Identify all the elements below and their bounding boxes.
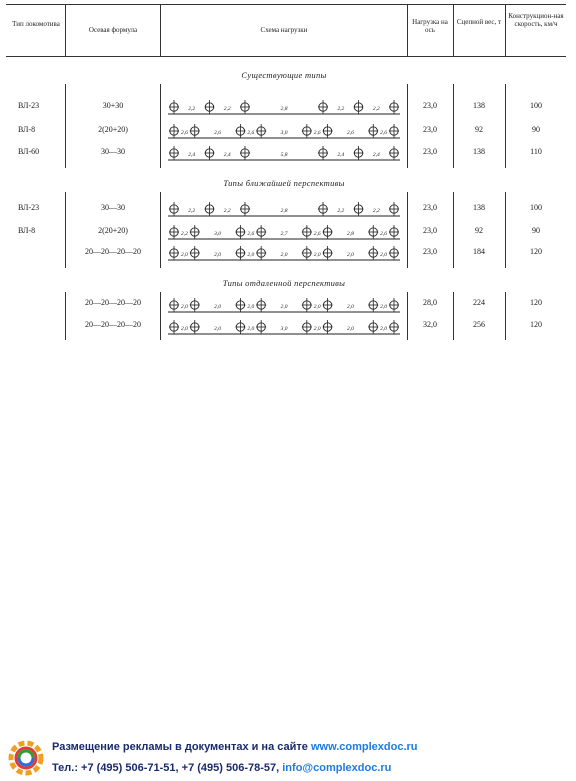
axle-formula: 20—20—20—20 (85, 247, 141, 256)
axle-spacing-label: 2,0 (214, 252, 222, 258)
header-formula: Осевая формула (88, 26, 138, 34)
axle-load: 23,0 (423, 247, 437, 256)
axle-spacing-label: 2,0 (346, 252, 354, 258)
axle-load: 23,0 (423, 147, 437, 156)
axle-spacing-label: 2,0 (180, 304, 188, 310)
loco-type: ВЛ-60 (18, 147, 40, 156)
axle-spacing-label: 2,0 (346, 326, 354, 332)
axle-spacing-label: 2,0 (180, 252, 188, 258)
axle-spacing-label: 2,6 (380, 130, 388, 136)
axle-spacing-label: 2,4 (223, 152, 231, 158)
axle-spacing-label: 2,0 (247, 252, 255, 258)
adhesion-weight: 138 (473, 147, 485, 156)
axle-spacing-label: 2,6 (247, 130, 255, 136)
website-link[interactable]: www.complexdoc.ru (310, 741, 418, 753)
adhesion-weight: 256 (473, 320, 485, 329)
axle-formula: 20—20—20—20 (85, 298, 141, 307)
header-bottom-rule (6, 56, 566, 57)
load-scheme (168, 200, 400, 218)
section-title: Типы отдаленной перспективы (222, 278, 346, 288)
axle-spacing-label: 2,6 (180, 130, 188, 136)
loco-type: ВЛ-23 (18, 203, 40, 212)
section-title: Типы ближайшей перспективы (223, 178, 345, 188)
axle-formula: 30+30 (102, 101, 124, 110)
adhesion-weight: 92 (475, 226, 483, 235)
design-speed: 110 (530, 147, 542, 156)
axle-formula: 30—30 (101, 147, 125, 156)
col-divider (453, 4, 454, 56)
footer-advert (0, 730, 576, 781)
axle-spacing-label: 2,6 (214, 130, 222, 136)
design-speed: 120 (530, 247, 542, 256)
axle-spacing-label: 2,0 (280, 252, 288, 258)
body-col-divider (160, 292, 161, 340)
axle-spacing-label: 2,0 (247, 304, 255, 310)
design-speed: 100 (530, 101, 542, 110)
axle-load: 28,0 (423, 298, 437, 307)
axle-spacing-label: 2,0 (214, 304, 222, 310)
axle-spacing-label: 2,2 (223, 208, 231, 214)
advert-line-2 (52, 762, 391, 774)
body-col-divider (160, 84, 161, 168)
header-scheme: Схема нагрузки (260, 26, 308, 34)
axle-spacing-label: 2,0 (313, 304, 321, 310)
axle-spacing-label: 2,8 (280, 106, 288, 112)
axle-spacing-label: 2,2 (372, 106, 380, 112)
axle-load: 23,0 (423, 101, 437, 110)
axle-spacing-label: 2,0 (346, 304, 354, 310)
axle-load: 23,0 (423, 203, 437, 212)
header-weight: Сцепной вес, т (456, 18, 502, 26)
design-speed: 90 (532, 125, 540, 134)
load-scheme (168, 244, 400, 262)
load-scheme (168, 223, 400, 241)
design-speed: 100 (530, 203, 542, 212)
axle-spacing-label: 2,2 (180, 231, 188, 237)
axle-spacing-label: 2,0 (280, 304, 288, 310)
axle-spacing-label: 2,0 (380, 326, 388, 332)
adhesion-weight: 224 (473, 298, 485, 307)
axle-spacing-label: 2,2 (223, 106, 231, 112)
loco-type: ВЛ-8 (18, 226, 36, 235)
axle-spacing-label: 2,2 (188, 106, 196, 112)
axle-spacing-label: 2,7 (280, 231, 288, 237)
adhesion-weight: 138 (473, 101, 485, 110)
design-speed: 120 (530, 298, 542, 307)
axle-spacing-label: 2,0 (313, 252, 321, 258)
adhesion-weight: 92 (475, 125, 483, 134)
axle-spacing-label: 2,6 (313, 130, 321, 136)
axle-load: 23,0 (423, 226, 437, 235)
axle-formula: 2(20+20) (98, 125, 128, 134)
axle-spacing-label: 2,4 (372, 152, 380, 158)
load-scheme (168, 144, 400, 162)
axle-spacing-label: 2,2 (337, 106, 345, 112)
load-scheme (168, 122, 400, 140)
axle-spacing-label: 2,8 (280, 208, 288, 214)
axle-spacing-label: 2,0 (214, 326, 222, 332)
axle-spacing-label: 2,6 (346, 130, 354, 136)
axle-load: 23,0 (423, 125, 437, 134)
axle-spacing-label: 2,2 (188, 208, 196, 214)
axle-spacing-label: 2,0 (380, 252, 388, 258)
loco-type: ВЛ-23 (18, 101, 40, 110)
axle-load: 32,0 (423, 320, 437, 329)
axle-spacing-label: 3,0 (280, 130, 288, 136)
axle-spacing-label: 2,0 (247, 326, 255, 332)
loco-type: ВЛ-8 (18, 125, 36, 134)
axle-spacing-label: 2,0 (313, 326, 321, 332)
email-link[interactable]: info@complexdoc.ru (282, 762, 392, 774)
adhesion-weight: 184 (473, 247, 485, 256)
axle-formula: 20—20—20—20 (85, 320, 141, 329)
phone-text: Тел.: +7 (495) 506-71-51, +7 (495) 506-78-57, (52, 762, 283, 774)
axle-spacing-label: 2,4 (188, 152, 196, 158)
axle-spacing-label: 5,8 (280, 152, 288, 158)
body-col-divider (160, 192, 161, 268)
axle-spacing-label: 2,0 (180, 326, 188, 332)
axle-spacing-label: 2,2 (337, 208, 345, 214)
header-speed: Конструкцион-ная скорость, км/ч (508, 12, 564, 28)
axle-spacing-label: 2,8 (346, 231, 354, 237)
load-scheme (168, 318, 400, 336)
advert-line-1 (52, 741, 418, 753)
axle-spacing-label: 3,0 (280, 326, 288, 332)
axle-formula: 30—30 (101, 203, 125, 212)
table-top-rule (6, 4, 566, 5)
adhesion-weight: 138 (473, 203, 485, 212)
axle-formula: 2(20+20) (98, 226, 128, 235)
axle-spacing-label: 2,6 (247, 231, 255, 237)
axle-spacing-label: 2,6 (313, 231, 321, 237)
complexdoc-logo-icon (8, 740, 44, 776)
axle-spacing-label: 2,4 (337, 152, 345, 158)
axle-spacing-label: 2,6 (380, 231, 388, 237)
axle-spacing-label: 3,0 (214, 231, 222, 237)
advert-text: Размещение рекламы в документах и на сайте (52, 741, 311, 753)
design-speed: 120 (530, 320, 542, 329)
header-load: Нагрузка на ось (412, 18, 448, 34)
header-type: Тип локомотива (12, 20, 60, 28)
load-scheme (168, 296, 400, 314)
load-scheme (168, 98, 400, 116)
section-title: Существующие типы (241, 70, 327, 80)
axle-spacing-label: 2,2 (372, 208, 380, 214)
axle-spacing-label: 2,0 (380, 304, 388, 310)
design-speed: 90 (532, 226, 540, 235)
